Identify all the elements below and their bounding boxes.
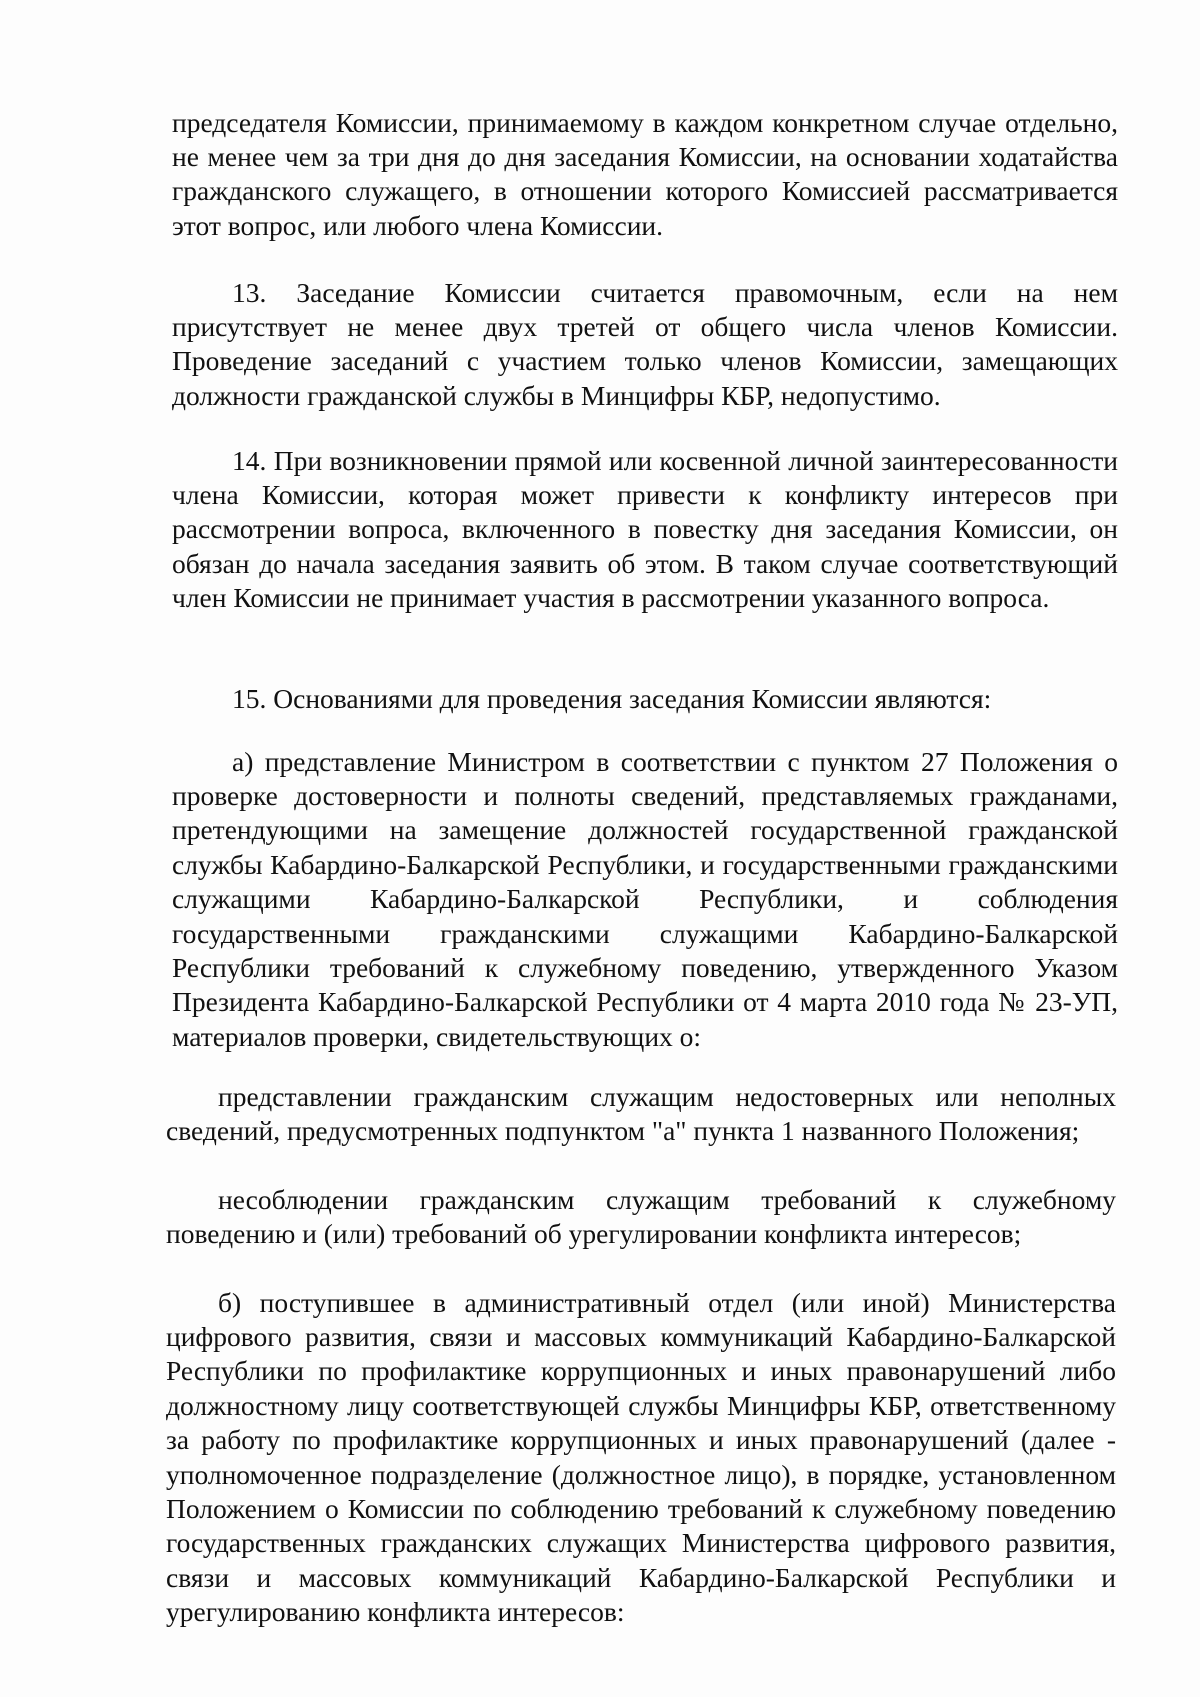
paragraph-15a: а) представление Министром в соответствии с пунктом 27 Положения о проверке достоверности и полноты сведений, представляемых гражданами, претендующими на замещение должностей государственной гражданской службы Кабардино-Балкарской Республики, и государственными гражданскими служащими Кабардино-Балкарской Республики, и соблюдения государственными гражданскими служащими Кабардино-Балкарской Республики требований к служебному поведению, утвержденного Указом Президента Кабардино-Балкарской Республики от 4 марта 2010 года № 23-УП, материалов проверки, свидетельствующих о: xyxy=(172,745,1118,1052)
paragraph-15a-item-1: представлении гражданским служащим недостоверных или неполных сведений, предусмотренных подпунктом "а" пункта 1 названного Положения; xyxy=(166,1080,1116,1146)
paragraph-13: 13. Заседание Комиссии считается правомочным, если на нем присутствует не менее двух третей от общего числа членов Комиссии. Проведение заседаний с участием только членов Комиссии, замещающих должности гражданской службы в Минцифры КБР, недопустимо. xyxy=(172,276,1118,411)
paragraph-15: 15. Основаниями для проведения заседания Комиссии являются: xyxy=(232,682,992,714)
paragraph-intro: председателя Комиссии, принимаемому в каждом конкретном случае отдельно, не менее чем за три дня до дня заседания Комиссии, на основании ходатайства гражданского служащего, в отношении которого Комиссией рассматривается этот вопрос, или любого члена Комиссии. xyxy=(172,106,1118,241)
paragraph-15a-item-2: несоблюдении гражданским служащим требований к служебному поведению и (или) требований об урегулировании конфликта интересов; xyxy=(166,1183,1116,1249)
paragraph-15b: б) поступившее в административный отдел (или иной) Министерства цифрового развития, связи и массовых коммуникаций Кабардино-Балкарской Республики по профилактике коррупционных и иных правонарушений либо должностному лицу соответствующей службы Минцифры КБР, ответственному за работу по профилактике коррупционных и иных правонарушений (далее - уполномоченное подразделение (должностное лицо), в порядке, установленном Положением о Комиссии по соблюдению требований к служебному поведению государственных гражданских служащих Министерства цифрового развития, связи и массовых коммуникаций Кабардино-Балкарской Республики и урегулированию конфликта интересов: xyxy=(166,1286,1116,1628)
paragraph-14: 14. При возникновении прямой или косвенной личной заинтересованности члена Комиссии, которая может привести к конфликту интересов при рассмотрении вопроса, включенного в повестку дня заседания Комиссии, он обязан до начала заседания заявить об этом. В таком случае соответствующий член Комиссии не принимает участия в рассмотрении указанного вопроса. xyxy=(172,444,1118,614)
